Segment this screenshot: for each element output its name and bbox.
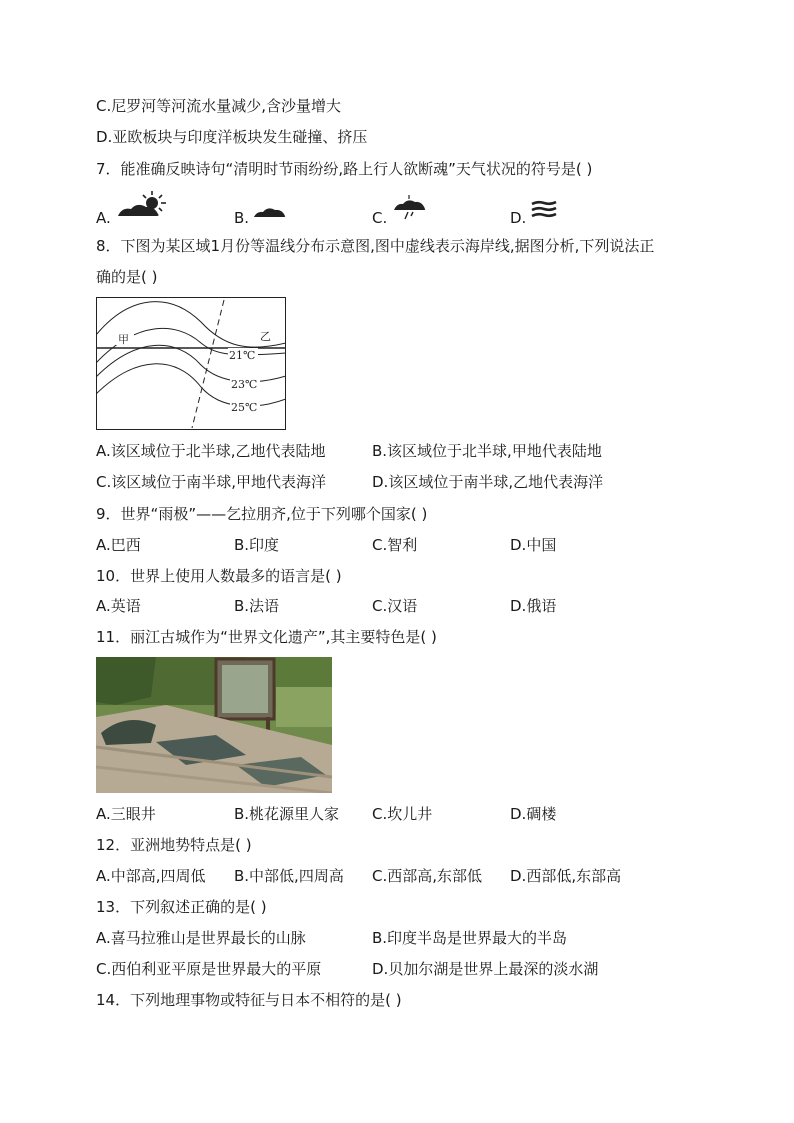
label-yi: 乙	[260, 330, 271, 343]
line-c-nile: C.尼罗河等河流水量减少,含沙量增大	[96, 97, 342, 115]
q7-option-b: B.	[234, 209, 250, 227]
label-21c: 21℃	[229, 349, 256, 362]
q12-option-a: A.中部高,四周低	[96, 867, 206, 885]
q7-option-a: A.	[96, 209, 111, 227]
question-11: 11．丽江古城作为“世界文化遗产”,其主要特色是( )	[96, 628, 437, 646]
q13-option-a: A.喜马拉雅山是世界最长的山脉	[96, 929, 306, 947]
q10-option-b: B.法语	[234, 597, 280, 615]
label-25c: 25℃	[231, 401, 258, 414]
q8-option-b: B.该区域位于北半球,甲地代表陆地	[372, 442, 602, 460]
q11-option-b: B.桃花源里人家	[234, 805, 340, 823]
q8-option-a: A.该区域位于北半球,乙地代表陆地	[96, 442, 326, 460]
q12-option-d: D.西部低,东部高	[510, 867, 622, 885]
line-d-plates: D.亚欧板块与印度洋板块发生碰撞、挤压	[96, 128, 368, 146]
q10-option-d: D.俄语	[510, 597, 557, 615]
question-13: 13．下列叙述正确的是( )	[96, 898, 267, 916]
q13-option-c: C.西伯利亚平原是世界最大的平原	[96, 960, 322, 978]
q12-option-c: C.西部高,东部低	[372, 867, 483, 885]
cloudy-icon	[252, 204, 288, 220]
question-9: 9．世界“雨极”——乞拉朋齐,位于下列哪个国家( )	[96, 505, 428, 523]
q7-option-c: C.	[372, 209, 388, 227]
isotherm-map	[96, 297, 286, 430]
fog-icon	[530, 200, 560, 220]
q11-option-a: A.三眼井	[96, 805, 156, 823]
q9-option-c: C.智利	[372, 536, 418, 554]
q8-option-d: D.该区域位于南半球,乙地代表海洋	[372, 473, 604, 491]
q7-option-d: D.	[510, 209, 527, 227]
q11-option-c: C.坎儿井	[372, 805, 433, 823]
q12-option-b: B.中部低,四周高	[234, 867, 344, 885]
question-14: 14．下列地理事物或特征与日本不相符的是( )	[96, 991, 402, 1009]
partly-cloudy-icon	[116, 190, 168, 220]
q9-option-d: D.中国	[510, 536, 557, 554]
well-photo	[96, 657, 332, 793]
q13-option-b: B.印度半岛是世界最大的半岛	[372, 929, 568, 947]
q8-option-c: C.该区域位于南半球,甲地代表海洋	[96, 473, 327, 491]
light-rain-icon	[392, 195, 428, 221]
question-8-line2: 确的是( )	[96, 268, 158, 286]
question-7: 7．能准确反映诗句“清明时节雨纷纷,路上行人欲断魂”天气状况的符号是( )	[96, 160, 593, 178]
label-jia: 甲	[118, 333, 129, 346]
question-10: 10．世界上使用人数最多的语言是( )	[96, 567, 342, 585]
question-8-line1: 8．下图为某区域1月份等温线分布示意图,图中虚线表示海岸线,据图分析,下列说法正	[96, 237, 655, 255]
q13-option-d: D.贝加尔湖是世界上最深的淡水湖	[372, 960, 599, 978]
label-23c: 23℃	[231, 378, 258, 391]
question-12: 12．亚洲地势特点是( )	[96, 836, 252, 854]
q9-option-a: A.巴西	[96, 536, 141, 554]
q11-option-d: D.碉楼	[510, 805, 557, 823]
q9-option-b: B.印度	[234, 536, 280, 554]
q10-option-c: C.汉语	[372, 597, 418, 615]
q10-option-a: A.英语	[96, 597, 141, 615]
